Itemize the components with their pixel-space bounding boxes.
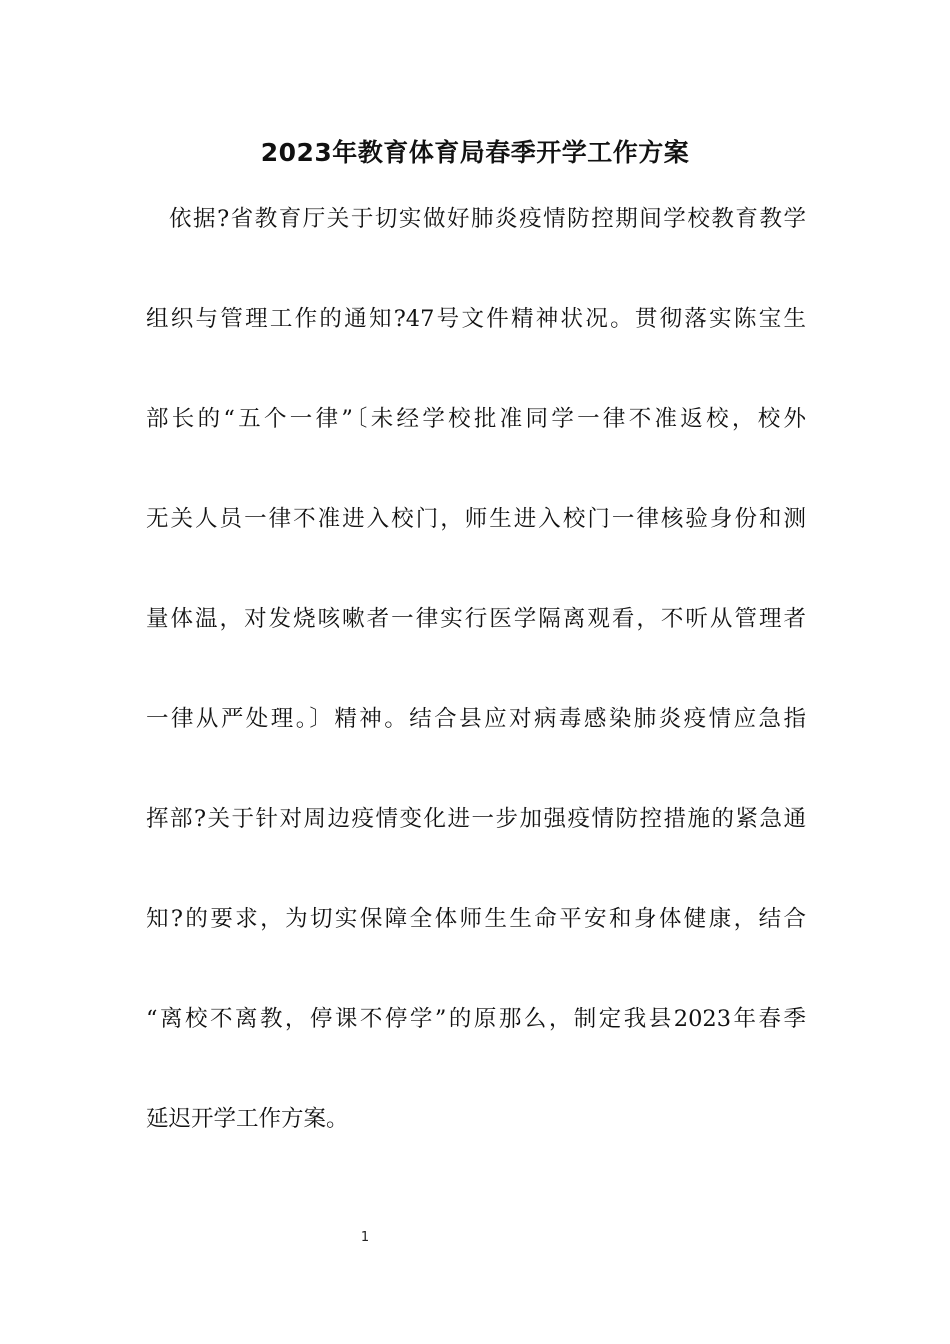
paragraph-line-7: 挥部?关于针对周边疫情变化进一步加强疫情防控措施的紧急通 <box>146 806 806 832</box>
paragraph-line-9: “离校不离教，停课不停学”的原那么，制定我县2023年春季 <box>146 1006 806 1032</box>
page-number: 1 <box>360 1230 370 1245</box>
paragraph-line-1: 依据?省教育厅关于切实做好肺炎疫情防控期间学校教育教学 <box>169 206 806 232</box>
paragraph-line-4: 无关人员一律不准进入校门，师生进入校门一律核验身份和测 <box>146 506 806 532</box>
paragraph-line-6: 一律从严处理。〕精神。结合县应对病毒感染肺炎疫情应急指 <box>146 706 806 732</box>
paragraph-line-5: 量体温，对发烧咳嗽者一律实行医学隔离观看，不听从管理者 <box>146 606 806 632</box>
paragraph-line-3: 部长的“五个一律”〔未经学校批准同学一律不准返校，校外 <box>146 406 806 432</box>
paragraph-line-8: 知?的要求，为切实保障全体师生生命平安和身体健康，结合 <box>146 906 806 932</box>
document-title: 2023年教育体育局春季开学工作方案 <box>260 138 690 167</box>
paragraph-line-10: 延迟开学工作方案。 <box>146 1106 349 1132</box>
paragraph-line-2: 组织与管理工作的通知?47号文件精神状况。贯彻落实陈宝生 <box>146 306 806 332</box>
